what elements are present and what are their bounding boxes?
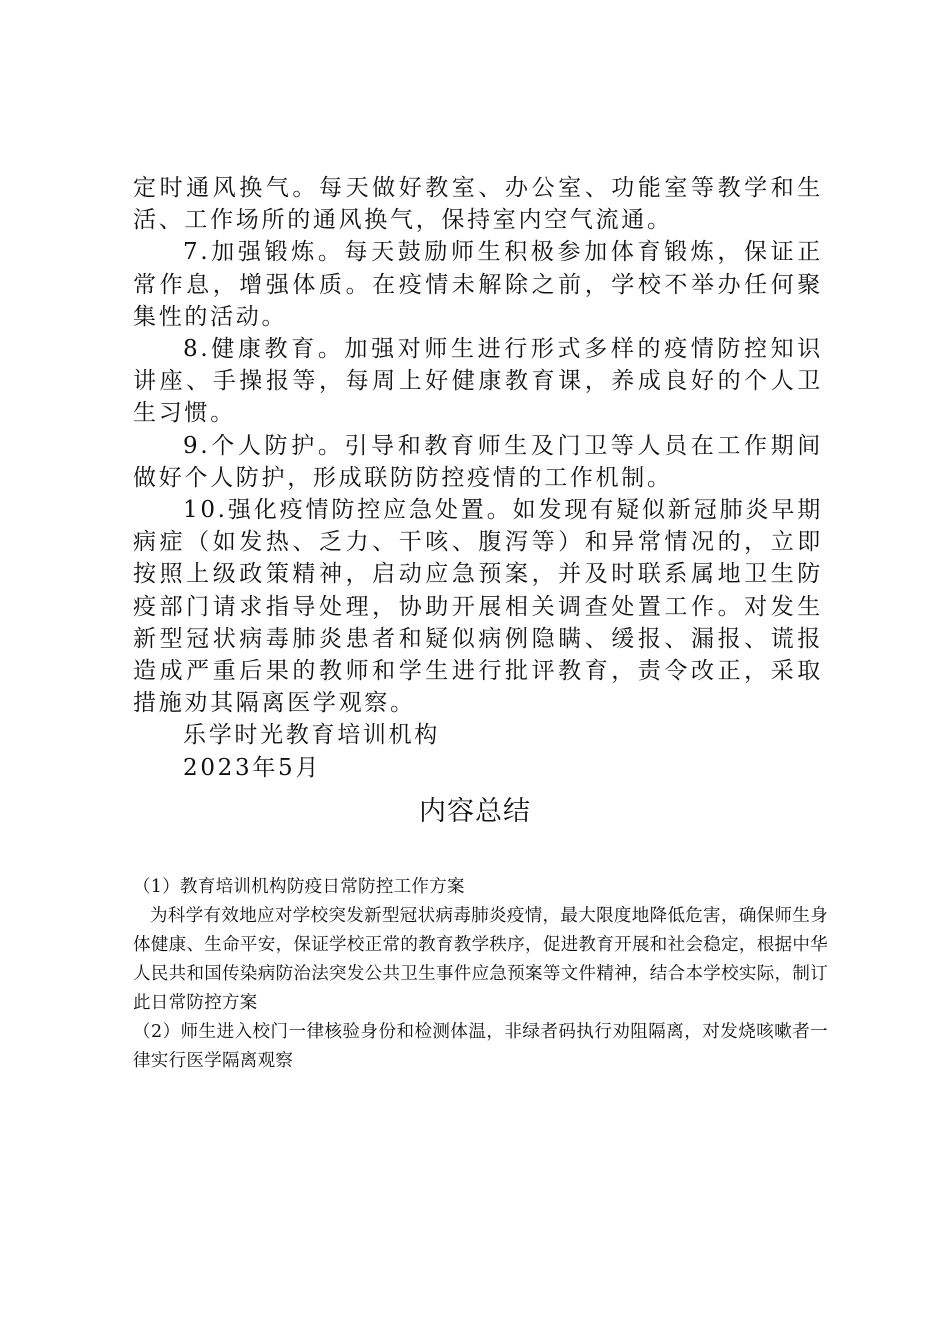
summary-title: 内容总结 xyxy=(419,796,531,827)
document-body xyxy=(133,172,823,784)
organization-name: 乐学时光教育培训机构 xyxy=(183,722,440,749)
summary-section xyxy=(133,873,828,1076)
paragraph-ventilation: 定时通风换气。每天做好教室、办公室、功能室等教学和生活、工作场所的通风换气，保持室内空气流通。 xyxy=(133,175,823,234)
summary-item-1-body: 为科学有效地应对学校突发新型冠状病毒肺炎疫情，最大限度地降低危害，确保师生身体健康、生命平安，保证学校正常的教育教学秩序，促进教育开展和社会稳定，根据中华人民共和国传染病防治法突发公共卫生事件应急预案等文件精神，结合本学校实际，制订此日常防控方案 xyxy=(133,906,828,1013)
summary-item-1-heading: （1）教育培训机构防疫日常防控工作方案 xyxy=(133,877,465,897)
document-date: 2023年5月 xyxy=(183,754,322,781)
paragraph-exercise: 7.加强锻炼。每天鼓励师生积极参加体育锻炼，保证正常作息，增强体质。在疫情未解除之前，学校不举办任何聚集性的活动。 xyxy=(133,239,823,330)
summary-item-2: （2）师生进入校门一律核验身份和检测体温，非绿者码执行劝阻隔离，对发烧咳嗽者一律实行医学隔离观察 xyxy=(133,1022,828,1071)
paragraph-emergency-response: 10.强化疫情防控应急处置。如发现有疑似新冠肺炎早期病症（如发热、乏力、干咳、腹泻等）和异常情况的，立即按照上级政策精神，启动应急预案，并及时联系属地卫生防疫部门请求指导处理，协助开展相关调查处置工作。对发生新型冠状病毒肺炎患者和疑似病例隐瞒、缓报、漏报、谎报造成严重后果的教师和学生进行批评教育，责令改正，采取措施劝其隔离医学观察。 xyxy=(133,497,823,717)
paragraph-health-education: 8.健康教育。加强对师生进行形式多样的疫情防控知识讲座、手操报等，每周上好健康教育课，养成良好的个人卫生习惯。 xyxy=(133,336,823,427)
paragraph-personal-protection: 9.个人防护。引导和教育师生及门卫等人员在工作期间做好个人防护，形成联防防控疫情的工作机制。 xyxy=(133,432,823,491)
